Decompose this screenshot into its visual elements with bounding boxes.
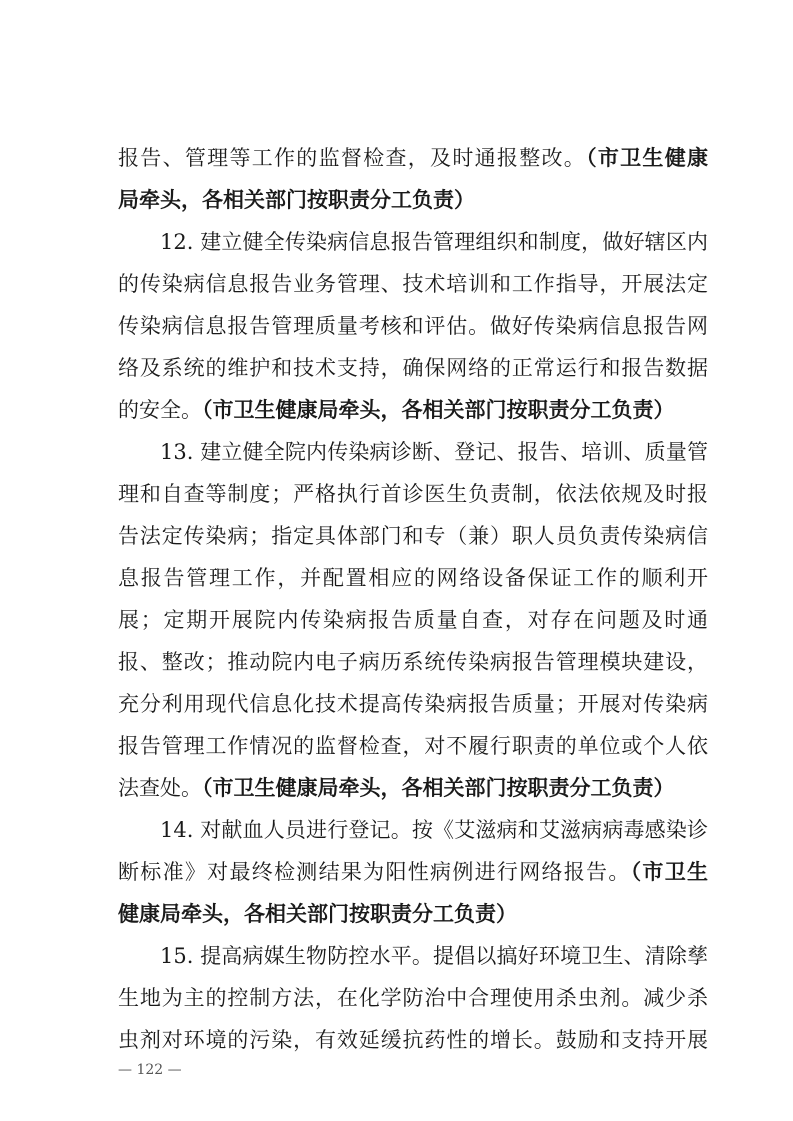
paragraph-start-line [160,810,708,850]
paragraph-start-line [160,222,708,262]
text-run: 传染病信息报告管理质量考核和评估。做好传染病信息报告网 [118,314,708,338]
text-run: 络及系统的维护和技术支持，确保网络的正常运行和报告数据 [118,356,708,380]
text-line [118,516,708,556]
bold-text-run: （市卫生健康局牵头，各相关部门按职责分工负责） [202,398,675,422]
text-run: 报告管理工作情况的监督检查，对不履行职责的单位或个人依 [118,734,708,758]
bold-text-run: 健康局牵头，各相关部门按职责分工负责） [118,902,517,926]
text-line [118,894,708,934]
text-run: 告法定传染病；指定具体部门和专（兼）职人员负责传染病信 [118,524,708,548]
text-run: 法查处。 [118,776,202,800]
text-line [118,390,708,430]
text-run: 断标准》对最终检测结果为阳性病例进行网络报告。 [118,860,631,884]
text-line [118,726,708,766]
text-run: 展；定期开展院内传染病报告质量自查，对存在问题及时通 [118,608,708,632]
text-run: 报、整改；推动院内电子病历系统传染病报告管理模块建设， [118,650,708,674]
bold-text-run: 局牵头，各相关部门按职责分工负责） [118,188,475,212]
text-run: 15. 提高病媒生物防控水平。提倡以搞好环境卫生、清除孳 [160,944,708,968]
text-line [118,348,708,388]
text-line [118,978,708,1018]
text-run: 报告、管理等工作的监督检查，及时通报整改。 [118,146,587,170]
text-line [118,600,708,640]
text-run: 虫剂对环境的污染，有效延缓抗药性的增长。鼓励和支持开展 [118,1028,708,1052]
bold-text-run: （市卫生健康局牵头，各相关部门按职责分工负责） [202,776,675,800]
text-line [118,684,708,724]
paragraph-start-line [160,432,708,472]
page-number: — 122 — [118,1062,182,1078]
text-line [118,264,708,304]
text-run: 14. 对献血人员进行登记。按《艾滋病和艾滋病病毒感染诊 [160,818,708,842]
text-run: 的安全。 [118,398,202,422]
text-line [118,768,708,808]
text-line [118,180,708,220]
text-line [118,642,708,682]
text-run: 生地为主的控制方法，在化学防治中合理使用杀虫剂。减少杀 [118,986,708,1010]
text-line [118,138,708,178]
bold-text-run: （市卫生健康 [586,146,709,170]
text-line [118,1020,708,1060]
text-run: 13. 建立健全院内传染病诊断、登记、报告、培训、质量管 [160,440,708,464]
text-run: 息报告管理工作，并配置相应的网络设备保证工作的顺利开 [118,566,708,590]
text-run: 12. 建立健全传染病信息报告管理组织和制度，做好辖区内 [160,230,708,254]
text-line [118,306,708,346]
text-run: 充分利用现代信息化技术提高传染病报告质量；开展对传染病 [118,692,708,716]
bold-text-run: （市卫生 [630,860,709,884]
text-line [118,558,708,598]
paragraph-start-line [160,936,708,976]
text-line [118,852,708,892]
text-run: 的传染病信息报告业务管理、技术培训和工作指导，开展法定 [118,272,708,296]
text-run: 理和自查等制度；严格执行首诊医生负责制，依法依规及时报 [118,482,708,506]
text-line [118,474,708,514]
